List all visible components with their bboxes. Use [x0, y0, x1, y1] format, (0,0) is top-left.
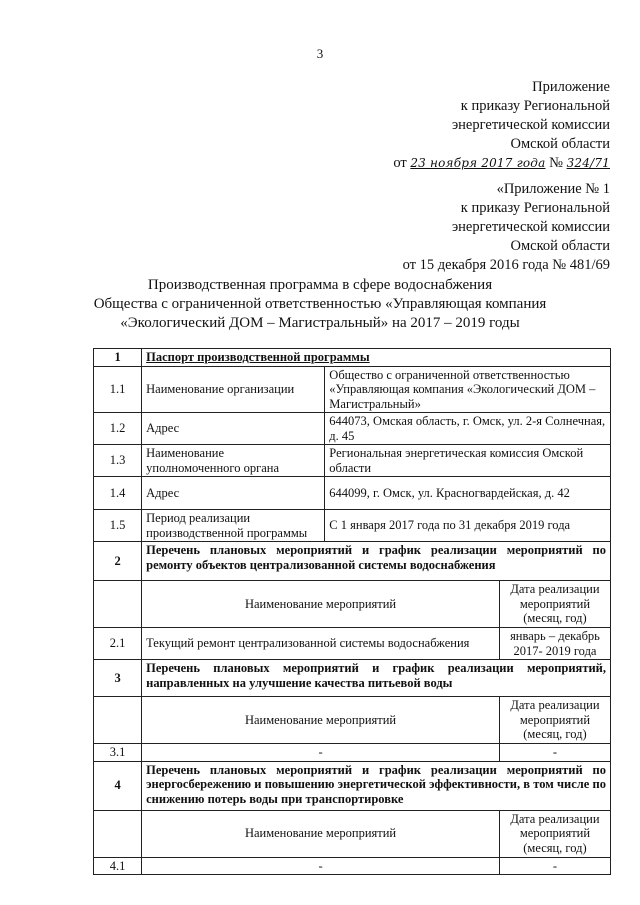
appendix-line: энергетической комиссии	[451, 117, 610, 133]
row-value: Региональная энергетическая комиссия Омской области	[325, 445, 611, 477]
page-number: 3	[316, 46, 324, 61]
section-number: 1	[94, 349, 142, 367]
row-number: 1.3	[94, 445, 142, 477]
appendix-line: Омской области	[510, 136, 610, 152]
date-prefix: от	[393, 155, 407, 171]
section-title: Перечень плановых мероприятий и график реализации мероприятий, направленных на улучшение качества питьевой воды	[142, 660, 611, 697]
row-number	[94, 810, 142, 857]
table-row	[94, 628, 611, 660]
appendix-current-order	[393, 78, 610, 173]
number-sign: №	[549, 155, 563, 171]
column-header-name: Наименование мероприятий	[142, 697, 500, 744]
column-header-name: Наименование мероприятий	[142, 810, 500, 857]
table-row	[94, 413, 611, 445]
appendix-line: энергетической комиссии	[451, 219, 610, 235]
row-number: 2.1	[94, 628, 142, 660]
handwritten-number: 324/71	[566, 156, 610, 170]
table-header-row	[94, 810, 611, 857]
row-number: 1.5	[94, 510, 142, 542]
table-row	[94, 477, 611, 510]
row-name: Текущий ремонт централизованной системы водоснабжения	[142, 628, 500, 660]
table-row	[94, 366, 611, 413]
section-row	[94, 542, 611, 581]
row-label: Адрес	[142, 413, 325, 445]
section-row	[94, 349, 611, 367]
section-row	[94, 660, 611, 697]
row-date: -	[499, 857, 610, 875]
section-title: Перечень плановых мероприятий и график реализации мероприятий по энергосбережению и повышению энергетической эффективности, в том числе по снижению потерь воды при транспортировке	[142, 761, 611, 810]
row-value: 644099, г. Омск, ул. Красногвардейская, д. 42	[325, 477, 611, 510]
title-line: «Экологический ДОМ – Магистральный» на 2017 – 2019 годы	[120, 315, 520, 331]
section-number: 3	[94, 660, 142, 697]
row-value: С 1 января 2017 года по 31 декабря 2019 года	[325, 510, 611, 542]
appendix-original-order	[403, 180, 610, 275]
column-header-date: Дата реализации мероприятий (месяц, год)	[499, 581, 610, 628]
appendix-line: к приказу Региональной	[460, 98, 610, 114]
appendix-date-line	[393, 154, 610, 173]
row-value: Общество с ограниченной ответственностью «Управляющая компания «Экологический ДОМ – Магистральный»	[325, 366, 611, 413]
section-number: 4	[94, 761, 142, 810]
row-number: 1.2	[94, 413, 142, 445]
column-header-date: Дата реализации мероприятий (месяц, год)	[499, 697, 610, 744]
section-number: 2	[94, 542, 142, 581]
appendix-line: от 15 декабря 2016 года № 481/69	[402, 257, 610, 273]
appendix-line: к приказу Региональной	[460, 200, 610, 216]
section-title: Паспорт производственной программы	[142, 349, 611, 367]
table-row	[94, 510, 611, 542]
row-number: 3.1	[94, 744, 142, 762]
row-number: 4.1	[94, 857, 142, 875]
row-name: -	[142, 744, 500, 762]
row-date: январь – декабрь 2017- 2019 года	[499, 628, 610, 660]
table-header-row	[94, 697, 611, 744]
title-line: Производственная программа в сфере водоснабжения	[147, 277, 493, 293]
row-label: Наименование уполномоченного органа	[142, 445, 325, 477]
column-header-date: Дата реализации мероприятий (месяц, год)	[499, 810, 610, 857]
handwritten-date: 23 ноября 2017 года	[410, 156, 546, 170]
row-date: -	[499, 744, 610, 762]
table-row	[94, 857, 611, 875]
appendix-line: Омской области	[510, 238, 610, 254]
table-row	[94, 445, 611, 477]
row-number	[94, 581, 142, 628]
title-line: Общества с ограниченной ответственностью «Управляющая компания	[93, 296, 547, 312]
section-row	[94, 761, 611, 810]
appendix-line: Приложение	[532, 79, 610, 95]
row-number: 1.1	[94, 366, 142, 413]
row-label: Адрес	[142, 477, 325, 510]
row-number	[94, 697, 142, 744]
row-name: -	[142, 857, 500, 875]
table-header-row	[94, 581, 611, 628]
row-value: 644073, Омская область, г. Омск, ул. 2-я Солнечная, д. 45	[325, 413, 611, 445]
appendix-line: «Приложение № 1	[496, 181, 610, 197]
table-row	[94, 744, 611, 762]
program-table	[93, 348, 611, 875]
row-number: 1.4	[94, 477, 142, 510]
row-label: Наименование организации	[142, 366, 325, 413]
column-header-name: Наименование мероприятий	[142, 581, 500, 628]
section-title: Перечень плановых мероприятий и график реализации мероприятий по ремонту объектов централизованной системы водоснабжения	[142, 542, 611, 581]
document-title	[0, 276, 640, 333]
row-label: Период реализации производственной программы	[142, 510, 325, 542]
